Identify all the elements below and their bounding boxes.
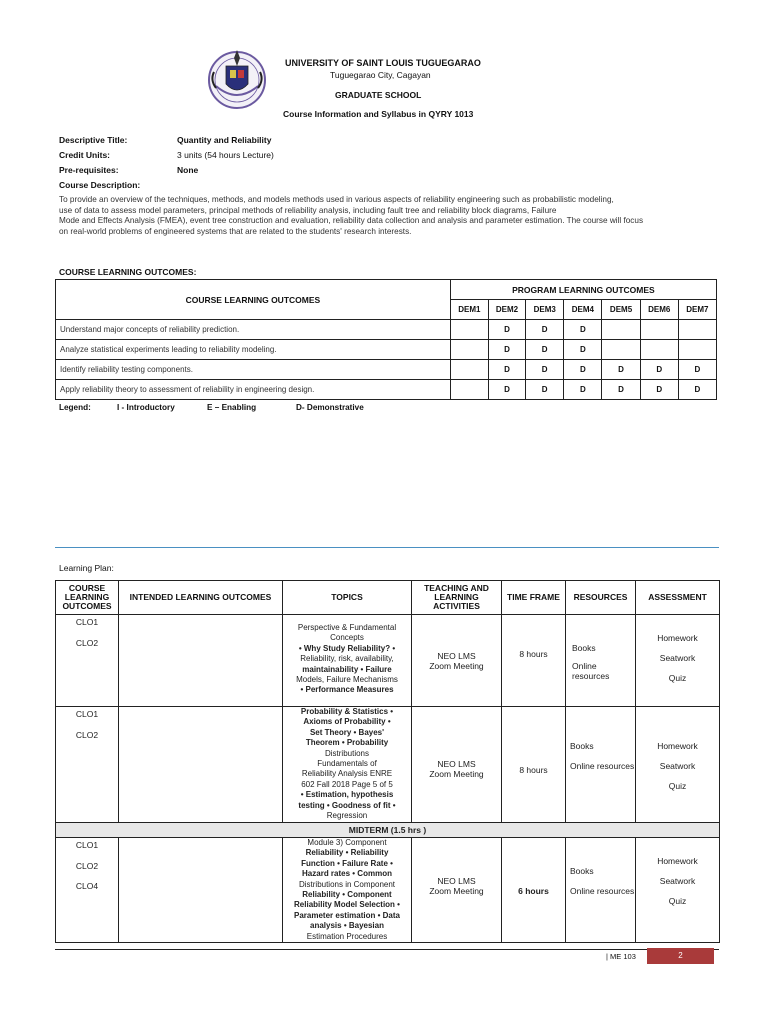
tla-line: Zoom Meeting (429, 660, 484, 671)
page-number: 2 (647, 948, 714, 964)
topic-line: Reliability • Component (302, 890, 392, 900)
topic-line: testing • Goodness of fit • (298, 800, 396, 810)
topic-line: Distributions in Component (298, 879, 396, 889)
table-row (56, 360, 717, 380)
header-tla: TEACHING AND LEARNING ACTIVITIES (412, 581, 502, 615)
clo-mark (450, 340, 488, 360)
assessment-item: Seatwork (659, 653, 696, 663)
legend-label: Legend: (59, 403, 91, 412)
tla-line: NEO LMS (437, 759, 476, 769)
clo-mark: D (488, 380, 525, 400)
clo-mark: D (602, 380, 640, 400)
topic-line: 602 Fall 2018 Page 5 of 5 (301, 779, 393, 789)
clo-mark (678, 340, 716, 360)
clo-mark (450, 320, 488, 340)
clo-mark: D (564, 340, 602, 360)
legend-demonstrative: D- Demonstrative (296, 403, 364, 412)
header-time-frame: TIME FRAME (502, 581, 566, 615)
assessment-item: Quiz (668, 673, 687, 683)
ilo-cell (119, 615, 283, 707)
dem-header: DEM1 (450, 300, 488, 320)
clo-mark (640, 320, 678, 340)
clo-cell (56, 838, 119, 943)
resource-item: Online resources (570, 761, 635, 771)
clo-text: Apply reliability theory to assessment of reliability in engineering design. (56, 380, 451, 400)
clo-mark: D (488, 360, 525, 380)
clo-mark (678, 320, 716, 340)
header-ilo: INTENDED LEARNING OUTCOMES (119, 581, 283, 615)
credit-units-value: 3 units (54 hours Lecture) (177, 150, 274, 160)
tla-line: NEO LMS (437, 650, 476, 661)
university-name: UNIVERSITY OF SAINT LOUIS TUGUEGARAO (285, 58, 481, 68)
topic-line: Reliability, risk, availability, (300, 654, 394, 664)
course-title: Course Information and Syllabus in QYRY 1013 (283, 109, 474, 119)
assessment-item: Homework (657, 856, 698, 866)
assessment-item: Quiz (668, 896, 687, 906)
footer-divider (55, 949, 719, 950)
time-frame-cell: 8 hours (502, 707, 566, 823)
clo-mark: D (640, 380, 678, 400)
tla-cell (412, 707, 502, 823)
footer-course-tag: | ME 103 (606, 952, 636, 961)
ilo-cell (119, 707, 283, 823)
assessment-item: Seatwork (659, 876, 696, 886)
clo-id: CLO2 (75, 637, 99, 648)
description-line: To provide an overview of the techniques, methods, and models methods used in various aspects of reliability engineering such as probabilistic modeling, (59, 195, 614, 204)
description-line: on real-world problems of engineered systems that are related to the students' research interests. (59, 226, 412, 236)
clo-mark: D (640, 360, 678, 380)
descriptive-title-label: Descriptive Title: (59, 135, 128, 145)
legend-introductory: I - Introductory (117, 403, 175, 412)
clo-id: CLO1 (75, 840, 99, 850)
header-clo: COURSE LEARNING OUTCOMES (56, 581, 119, 615)
clo-cell (56, 707, 119, 823)
header-resources: RESOURCES (566, 581, 636, 615)
assessment-item: Homework (657, 741, 698, 751)
clo-mark: D (488, 320, 525, 340)
prereq-value: None (177, 165, 199, 175)
header-topics: TOPICS (283, 581, 412, 615)
topic-line: Axioms of Probability • (303, 717, 391, 727)
topic-line: Distributions (324, 748, 369, 758)
university-seal (204, 46, 270, 112)
prereq-label: Pre-requisites: (59, 165, 119, 175)
clo-mark: D (526, 320, 564, 340)
table-row (56, 380, 717, 400)
clo-mark: D (526, 360, 564, 380)
topic-line: Reliability Model Selection • (294, 900, 400, 910)
topics-cell (283, 615, 412, 707)
descriptive-title-value: Quantity and Reliability (177, 135, 272, 145)
clo-mark: D (526, 380, 564, 400)
topic-line: Regression (326, 811, 368, 821)
header-assessment: ASSESSMENT (636, 581, 720, 615)
tla-line: Zoom Meeting (429, 886, 484, 896)
tla-cell (412, 838, 502, 943)
description-line: Mode and Effects Analysis (FMEA), event tree construction and evaluation, reliability data collection and analysis and parameter estimation. The course will focus (59, 216, 644, 225)
topic-line: • Performance Measures (300, 685, 394, 695)
school-name: GRADUATE SCHOOL (335, 90, 422, 100)
topic-line: Function • Failure Rate • (301, 858, 393, 868)
clo-mark: D (564, 320, 602, 340)
clo-mark: D (602, 360, 640, 380)
clo-mark (450, 360, 488, 380)
midterm-label: MIDTERM (1.5 hrs ) (56, 823, 720, 838)
learning-plan-table (55, 580, 720, 943)
dem-header: DEM5 (602, 300, 640, 320)
learning-plan-label: Learning Plan: (59, 563, 114, 573)
clo-mark (450, 380, 488, 400)
resource-item: Books (572, 643, 596, 653)
resource-item: Books (570, 866, 594, 876)
clo-mark: D (526, 340, 564, 360)
assessment-item: Seatwork (659, 761, 696, 771)
assessment-cell (636, 615, 720, 707)
tla-line: Zoom Meeting (429, 769, 484, 779)
table-row (56, 838, 720, 943)
clo-column-header: COURSE LEARNING OUTCOMES (56, 280, 451, 320)
ilo-cell (119, 838, 283, 943)
clo-id: CLO2 (75, 860, 99, 871)
assessment-item: Homework (657, 633, 698, 643)
topic-line: Reliability Analysis ENRE (301, 769, 393, 779)
topic-line: Probability & Statistics • (300, 707, 394, 716)
clo-mark: D (564, 360, 602, 380)
assessment-item: Quiz (668, 781, 687, 791)
resources-cell (566, 838, 636, 943)
topics-cell (283, 838, 412, 943)
resource-item: Books (570, 741, 594, 751)
clo-mark: D (678, 380, 716, 400)
clo-text: Analyze statistical experiments leading to reliability modeling. (56, 340, 451, 360)
table-row (56, 615, 720, 707)
dem-header: DEM4 (564, 300, 602, 320)
tla-cell (412, 615, 502, 707)
topic-line: Set Theory • Bayes' (309, 727, 385, 737)
clo-mark: D (488, 340, 525, 360)
legend-enabling: E – Enabling (207, 403, 257, 412)
dem-header: DEM2 (488, 300, 525, 320)
time-frame-cell: 8 hours (502, 615, 566, 707)
clo-cell (56, 615, 119, 707)
topic-line: • Estimation, hypothesis (300, 790, 394, 800)
assessment-cell (636, 838, 720, 943)
assessment-cell (636, 707, 720, 823)
clo-text: Understand major concepts of reliability prediction. (56, 320, 451, 340)
tla-line: NEO LMS (437, 876, 476, 886)
clo-id: CLO4 (75, 881, 99, 891)
clo-id: CLO1 (75, 709, 99, 719)
course-description (59, 195, 719, 237)
topic-line: Theorem • Probability (305, 738, 389, 748)
description-line: use of data to assess model parameters, principal methods of reliability analysis, including fault tree and reliability block diagrams, Failure (59, 205, 557, 215)
clo-mark (602, 340, 640, 360)
resource-item: Online resources (572, 661, 610, 681)
plo-header: PROGRAM LEARNING OUTCOMES (450, 280, 716, 300)
topics-cell (283, 707, 412, 823)
topic-line: Hazard rates • Common (302, 869, 392, 879)
topic-line: Parameter estimation • Data (294, 910, 400, 920)
topic-line: Perspective & Fundamental Concepts (297, 623, 397, 643)
topic-line: • Why Study Reliability? • (298, 643, 396, 653)
clo-id: CLO1 (75, 617, 99, 627)
topic-line: Estimation Procedures (306, 931, 388, 941)
clo-mark (640, 340, 678, 360)
credit-units-label: Credit Units: (59, 150, 110, 160)
topic-line: Models, Failure Mechanisms (296, 675, 398, 685)
topic-line: Module 3) Component (307, 838, 387, 847)
clo-mark: D (564, 380, 602, 400)
dem-header: DEM6 (640, 300, 678, 320)
time-frame-cell: 6 hours (502, 838, 566, 943)
clo-id: CLO2 (75, 729, 99, 740)
dem-header: DEM7 (678, 300, 716, 320)
course-description-label: Course Description: (59, 180, 141, 190)
resources-cell (566, 615, 636, 707)
resources-cell (566, 707, 636, 823)
clo-mark (602, 320, 640, 340)
university-city: Tuguegarao City, Cagayan (330, 70, 431, 80)
table-row (56, 707, 720, 823)
midterm-row (56, 823, 720, 838)
table-row (56, 340, 717, 360)
topic-line: maintainability • Failure (302, 664, 392, 674)
clo-text: Identify reliability testing components. (56, 360, 451, 380)
dem-header: DEM3 (526, 300, 564, 320)
topic-line: analysis • Bayesian (310, 921, 384, 931)
topic-line: Fundamentals of (317, 759, 377, 769)
section-divider (55, 547, 719, 548)
topic-line: Reliability • Reliability (305, 848, 389, 858)
clo-section-title: COURSE LEARNING OUTCOMES: (59, 267, 197, 277)
resource-item: Online resources (570, 886, 635, 896)
clo-mark: D (678, 360, 716, 380)
clo-table (55, 279, 717, 400)
table-row (56, 320, 717, 340)
